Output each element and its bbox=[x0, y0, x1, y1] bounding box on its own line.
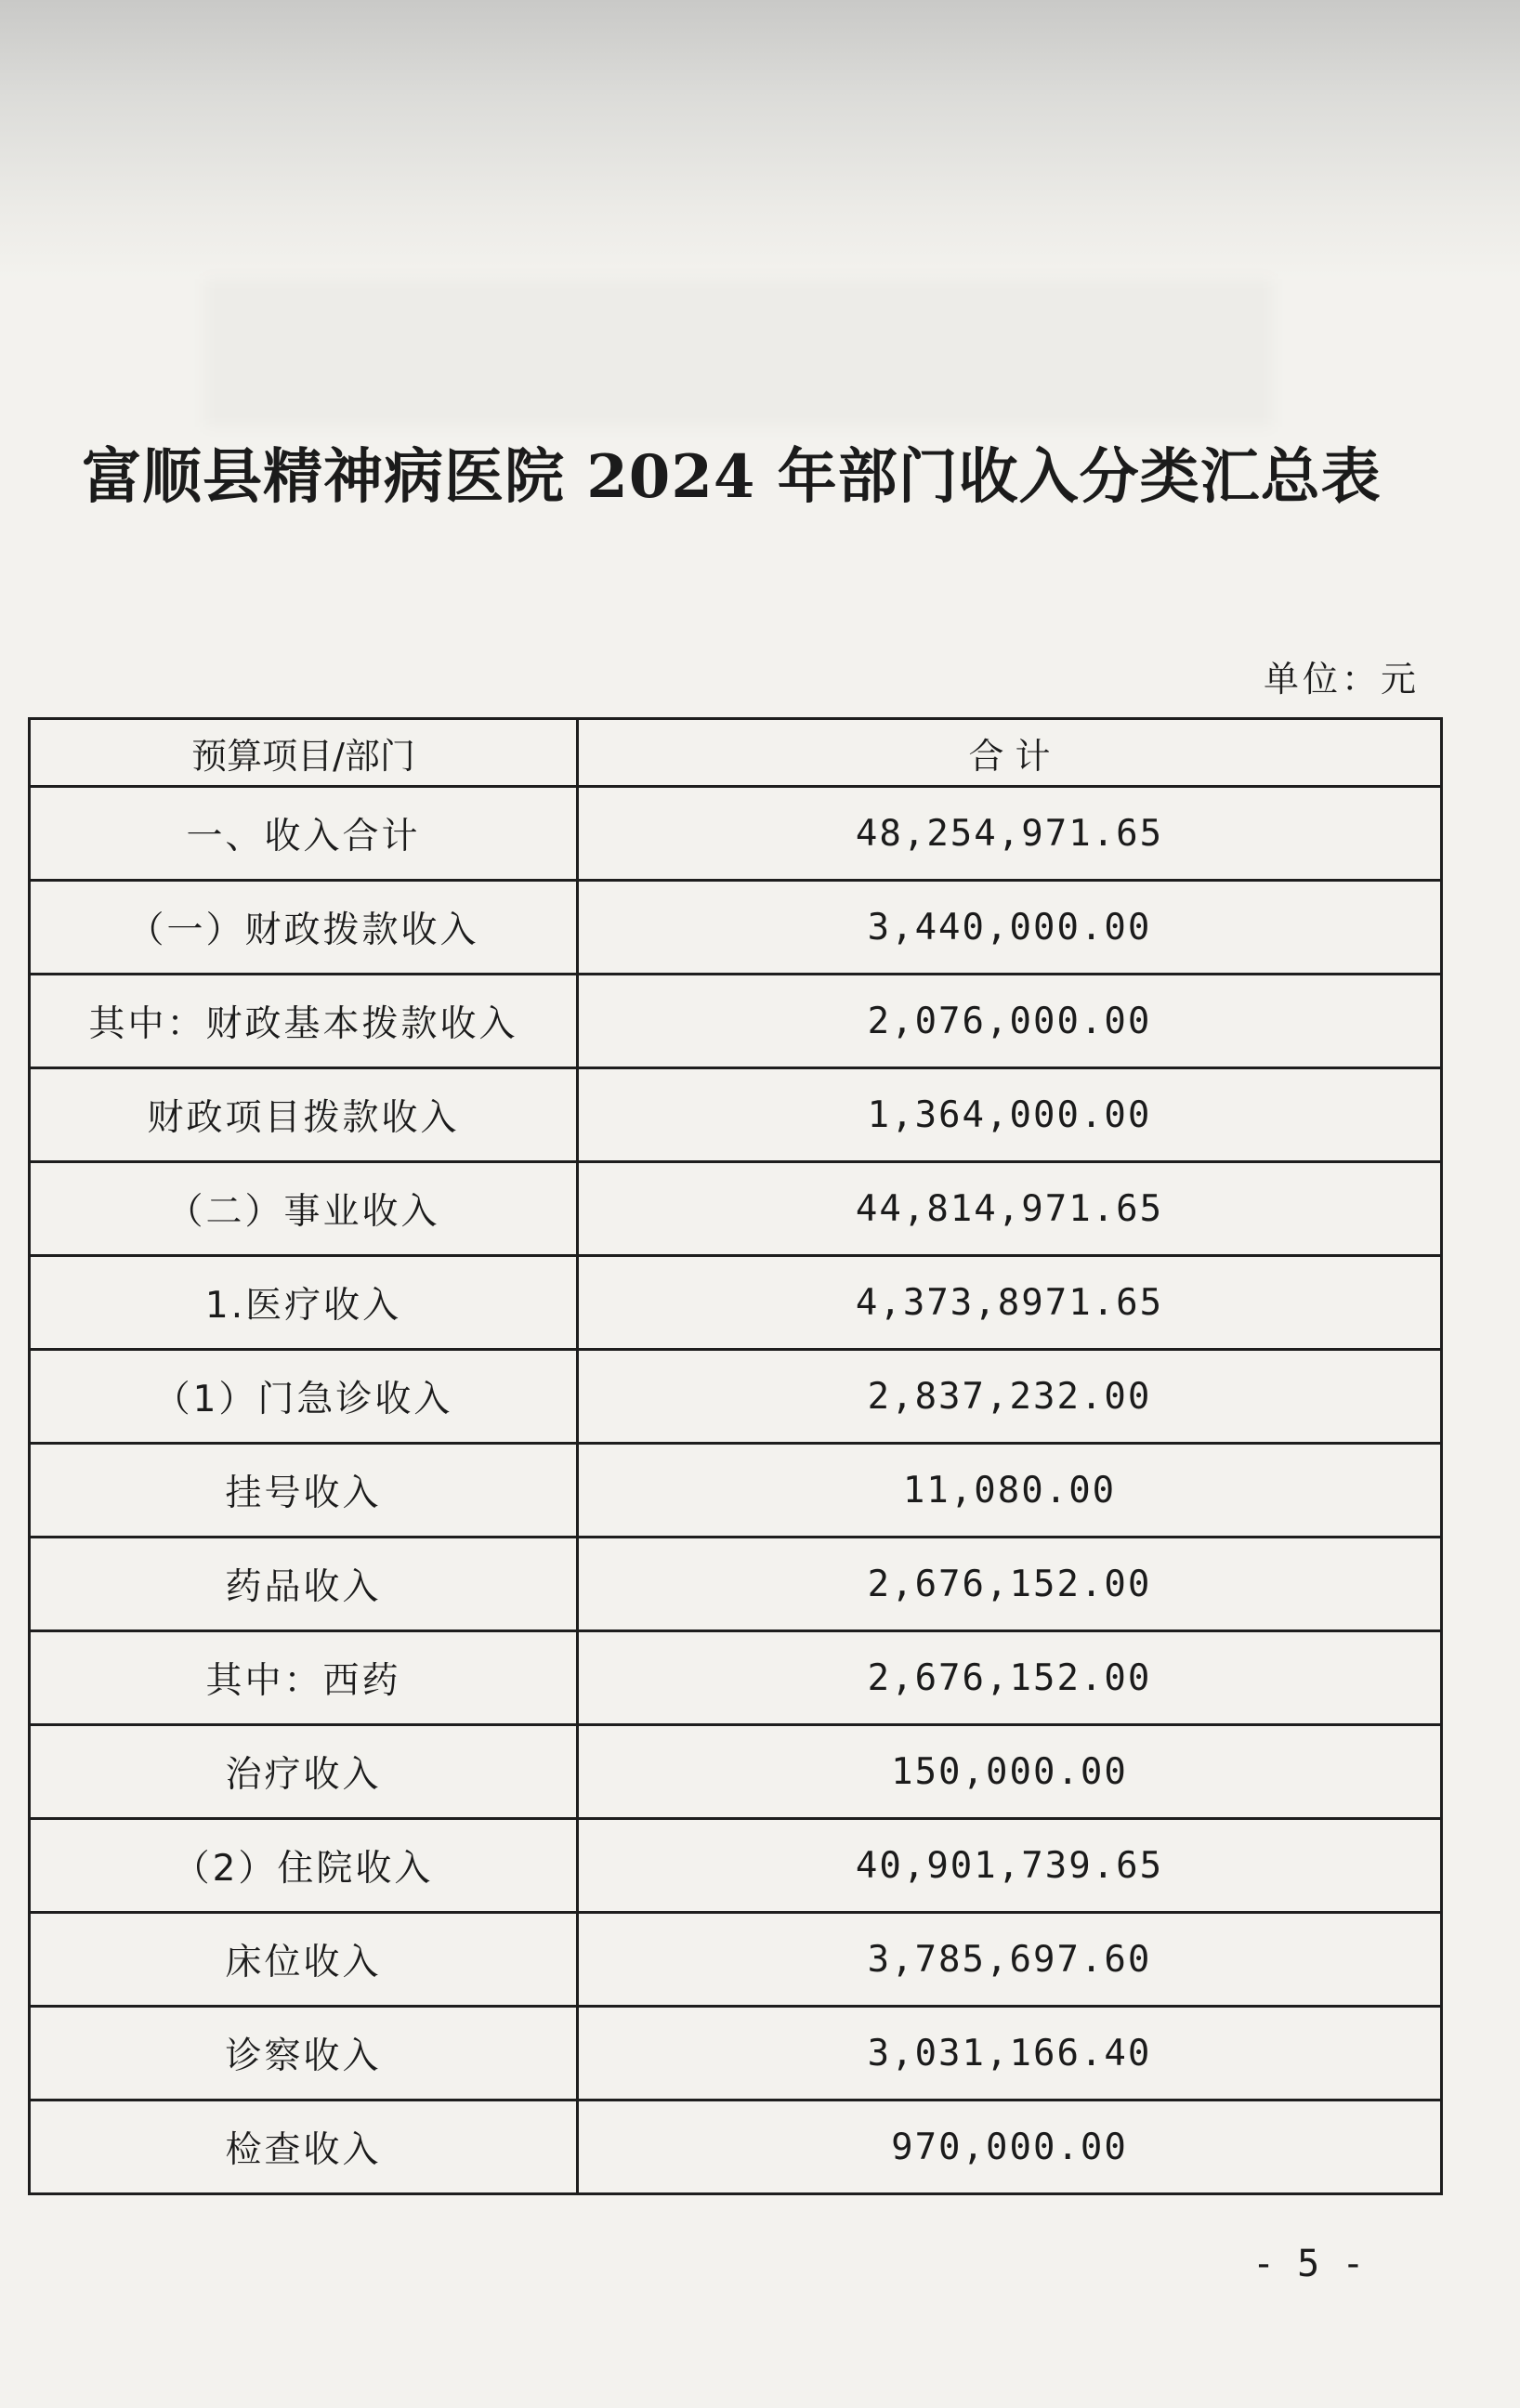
table-row bbox=[30, 1444, 1442, 1538]
show-through-area bbox=[204, 279, 1273, 427]
row-label: 床位收入 bbox=[30, 1913, 578, 2007]
row-amount: 2,676,152.00 bbox=[578, 1538, 1442, 1631]
page-title: 富顺县精神病医院 2024 年部门收入分类汇总表 bbox=[82, 442, 1382, 512]
row-amount: 3,031,166.40 bbox=[578, 2007, 1442, 2100]
income-summary-table bbox=[28, 717, 1443, 2195]
row-amount: 970,000.00 bbox=[578, 2100, 1442, 2194]
row-label: 一、收入合计 bbox=[30, 787, 578, 881]
row-label: （1）门急诊收入 bbox=[30, 1350, 578, 1444]
table-row bbox=[30, 1068, 1442, 1162]
table-row bbox=[30, 975, 1442, 1068]
row-amount: 3,785,697.60 bbox=[578, 1913, 1442, 2007]
row-label: 检查收入 bbox=[30, 2100, 578, 2194]
row-amount: 4,373,8971.65 bbox=[578, 1256, 1442, 1350]
table-row bbox=[30, 1538, 1442, 1631]
row-amount: 3,440,000.00 bbox=[578, 881, 1442, 975]
row-label: （一）财政拨款收入 bbox=[30, 881, 578, 975]
table-row bbox=[30, 2007, 1442, 2100]
row-label: （二）事业收入 bbox=[30, 1162, 578, 1256]
table-row bbox=[30, 787, 1442, 881]
scan-shadow bbox=[0, 0, 1520, 279]
table-row bbox=[30, 881, 1442, 975]
table-row bbox=[30, 1725, 1442, 1819]
row-amount: 40,901,739.65 bbox=[578, 1819, 1442, 1913]
row-amount: 150,000.00 bbox=[578, 1725, 1442, 1819]
header-budget-item: 预算项目/部门 bbox=[30, 719, 578, 787]
table-header-row bbox=[30, 719, 1442, 787]
table-row bbox=[30, 1631, 1442, 1725]
row-amount: 2,676,152.00 bbox=[578, 1631, 1442, 1725]
table-row bbox=[30, 2100, 1442, 2194]
row-label: 药品收入 bbox=[30, 1538, 578, 1631]
row-label: 1.医疗收入 bbox=[30, 1256, 578, 1350]
table-row bbox=[30, 1350, 1442, 1444]
row-label: 挂号收入 bbox=[30, 1444, 578, 1538]
table-row bbox=[30, 1162, 1442, 1256]
table-row bbox=[30, 1256, 1442, 1350]
row-amount: 44,814,971.65 bbox=[578, 1162, 1442, 1256]
page-number: - 5 - bbox=[1252, 2243, 1365, 2285]
unit-label: 单位：元 bbox=[1263, 659, 1420, 700]
row-amount: 2,837,232.00 bbox=[578, 1350, 1442, 1444]
row-amount: 48,254,971.65 bbox=[578, 787, 1442, 881]
table-row bbox=[30, 1913, 1442, 2007]
row-label: 诊察收入 bbox=[30, 2007, 578, 2100]
row-amount: 1,364,000.00 bbox=[578, 1068, 1442, 1162]
row-amount: 11,080.00 bbox=[578, 1444, 1442, 1538]
table-row bbox=[30, 1819, 1442, 1913]
row-amount: 2,076,000.00 bbox=[578, 975, 1442, 1068]
row-label: 治疗收入 bbox=[30, 1725, 578, 1819]
row-label: （2）住院收入 bbox=[30, 1819, 578, 1913]
header-total: 合 计 bbox=[578, 719, 1442, 787]
row-label: 其中：西药 bbox=[30, 1631, 578, 1725]
row-label: 财政项目拨款收入 bbox=[30, 1068, 578, 1162]
row-label: 其中：财政基本拨款收入 bbox=[30, 975, 578, 1068]
